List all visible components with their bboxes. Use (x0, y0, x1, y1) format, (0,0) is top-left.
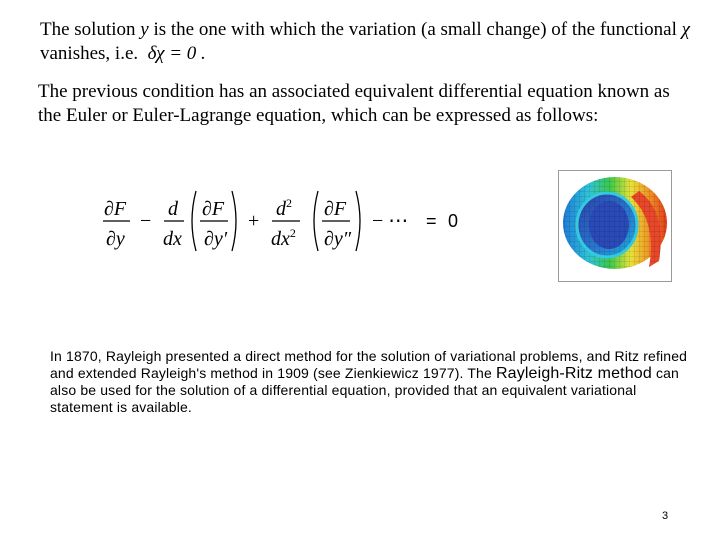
equals-sign: = (426, 211, 437, 231)
svg-text:∂y′: ∂y′ (204, 228, 228, 250)
svg-text:d: d (168, 198, 178, 220)
plus-sign: + (248, 210, 260, 232)
svg-text:∂F: ∂F (324, 198, 347, 220)
intro-text-3: vanishes, i.e. (40, 43, 139, 64)
partial-symbol: ∂ (104, 198, 114, 220)
zero-value: 0 (448, 211, 459, 231)
svg-text:d2: $d^2$ (276, 196, 292, 220)
svg-text:∂y: ∂y (106, 228, 125, 250)
rayleigh-text-after: can also be used for the solution of a differential equation, provided that an equivalent variational statement is available. (50, 365, 679, 415)
svg-text:∂F: ∂F (202, 198, 225, 220)
variation-condition: δχ = 0 . (147, 43, 206, 64)
intro-y: y (140, 19, 149, 40)
svg-text:∂F: ∂F (104, 198, 127, 220)
ellipsis-term: − ⋯ (372, 210, 409, 232)
minus-sign: − (140, 210, 152, 232)
intro-chi: χ (681, 19, 690, 40)
intro-text-1: The solution (40, 19, 141, 40)
svg-text:dx2: $dx^2$ (271, 226, 296, 250)
page-number: 3 (662, 510, 669, 522)
intro-text-2: is the one with which the variation (a small change) of the functional (148, 19, 682, 40)
rayleigh-ritz-method-term: Rayleigh-Ritz method (495, 365, 652, 382)
intro-paragraph (40, 18, 700, 66)
euler-lagrange-equation (100, 185, 480, 255)
rayleigh-text-before: In 1870, Rayleigh presented a direct method for the solution of variational problems, and Ritz refined and extended Rayleigh's method in 1909 (see Zienkiewicz 1977). The (50, 348, 688, 381)
svg-text:dx: dx (163, 228, 182, 250)
svg-text:∂y″: ∂y″ (324, 228, 352, 250)
condition-paragraph: The previous condition has an associated equivalent differential equation known as the Euler or Euler-Lagrange equation, which can be expressed as follows: (38, 81, 670, 126)
rayleigh-ritz-paragraph (50, 348, 690, 416)
fem-cylinder-model-icon (558, 170, 672, 282)
